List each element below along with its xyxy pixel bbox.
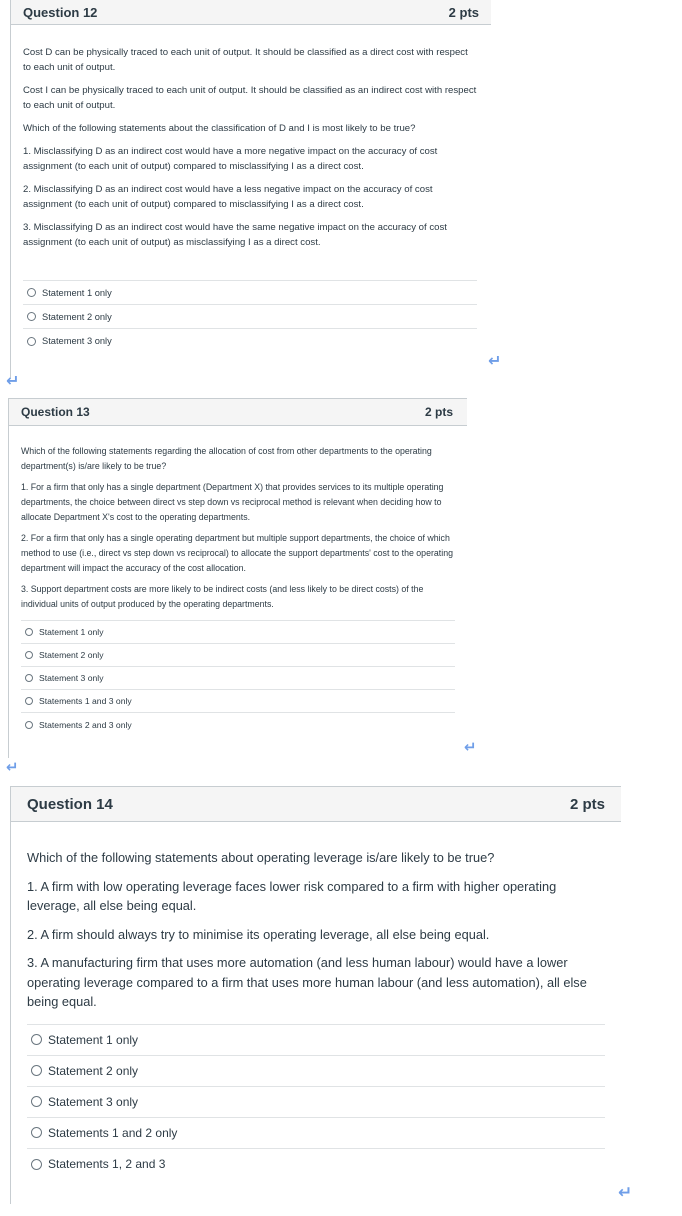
question-text [11,25,491,250]
radio-icon[interactable] [25,628,33,636]
question-points: 2 pts [448,4,479,20]
radio-icon[interactable] [25,697,33,705]
answer-option[interactable] [27,1056,605,1087]
answer-label[interactable]: Statement 1 only [42,287,112,298]
answer-option[interactable] [23,281,477,305]
question-paragraph: 3. Misclassifying D as an indirect cost would have the same negative impact on the accuracy of cost assignment (to each unit of output) as misclassifying I as a direct cost. [23,222,447,248]
question-header [9,398,467,426]
question-paragraph: 3. Support department costs are more likely to be indirect costs (and less likely to be direct costs) of the individual units of output produced by the operating departments. [21,584,424,609]
question-13 [8,398,467,758]
answer-list [21,620,455,736]
radio-icon[interactable] [31,1065,42,1076]
return-arrow-icon: ↵ [618,1183,633,1202]
question-header [11,786,621,822]
answer-option[interactable] [27,1118,605,1149]
answer-option[interactable] [27,1087,605,1118]
question-paragraph: Which of the following statements about the classification of D and I is most likely to be true? [23,123,416,134]
question-title: Question 12 [23,4,98,20]
question-text [11,822,621,1012]
answer-option[interactable] [21,667,455,690]
answer-option[interactable] [23,305,477,329]
return-arrow-icon: ↵ [464,739,477,756]
return-arrow-icon: ↵ [488,353,502,370]
question-title: Question 13 [21,405,90,419]
answer-option[interactable] [23,329,477,353]
radio-icon[interactable] [27,288,36,297]
question-paragraph: Cost D can be physically traced to each unit of output. It should be classified as a direct cost with respect to each unit of output. [23,47,468,73]
question-text [9,426,467,612]
question-14 [10,786,621,1204]
question-paragraph: 1. Misclassifying D as an indirect cost would have a more negative impact on the accuracy of cost assignment (to each unit of output) compared to misclassifying I as a direct cost. [23,146,438,172]
answer-label[interactable]: Statement 1 only [48,1032,139,1047]
question-paragraph: 1. For a firm that only has a single department (Department X) that provides services to its multiple operating departments, the choice between direct vs step down vs reciprocal method is relevant when deciding how to allocate Department X's cost to the operating departments. [21,482,444,522]
answer-label[interactable]: Statements 2 and 3 only [39,719,132,730]
question-paragraph: 3. A manufacturing firm that uses more automation (and less human labour) would have a lower operating leverage compared to a firm that uses more human labour (and less automation), all else being equal. [27,955,587,1009]
question-12 [10,0,491,378]
question-paragraph: 1. A firm with low operating leverage faces lower risk compared to a firm with higher operating leverage, all else being equal. [27,878,557,913]
question-header [11,0,491,25]
answer-option[interactable] [21,713,455,736]
question-paragraph: 2. For a firm that only has a single operating department but multiple support departments, the choice of which method to use (i.e., direct vs step down vs reciprocal) to allocate the support departments' cost to the operating department will impact the accuracy of the cost allocation. [21,533,453,573]
question-paragraph: 2. A firm should always try to minimise its operating leverage, all else being equal. [27,926,490,942]
return-arrow-icon: ↵ [6,373,20,390]
answer-label[interactable]: Statement 3 only [48,1094,139,1109]
question-title: Question 14 [27,795,113,813]
radio-icon[interactable] [31,1034,42,1045]
answer-label[interactable]: Statements 1 and 2 only [48,1125,178,1140]
question-paragraph: Which of the following statements about operating leverage is/are likely to be true? [27,850,495,865]
question-paragraph: Which of the following statements regarding the allocation of cost from other departments to the operating department(s) is/are likely to be true? [21,446,432,471]
question-paragraph: Cost I can be physically traced to each unit of output. It should be classified as an indirect cost with respect to each unit of output. [23,85,477,111]
answer-label[interactable]: Statement 3 only [39,673,104,683]
radio-icon[interactable] [25,721,33,729]
answer-option[interactable] [21,690,455,713]
answer-label[interactable]: Statement 1 only [39,627,104,637]
radio-icon[interactable] [25,674,33,682]
radio-icon[interactable] [27,337,36,346]
return-arrow-icon: ↵ [6,759,19,776]
answer-option[interactable] [27,1025,605,1056]
radio-icon[interactable] [31,1127,42,1138]
answer-option[interactable] [21,621,455,644]
radio-icon[interactable] [25,651,33,659]
answer-list [23,280,477,353]
radio-icon[interactable] [31,1096,42,1107]
answer-label[interactable]: Statement 3 only [42,336,112,346]
question-paragraph: 2. Misclassifying D as an indirect cost would have a less negative impact on the accuracy of cost assignment (to each unit of output) compared to misclassifying I as a direct cost. [23,184,433,210]
answer-option[interactable] [27,1149,605,1180]
answer-label[interactable]: Statement 2 only [48,1063,139,1078]
answer-label[interactable]: Statements 1 and 3 only [39,696,132,706]
question-points: 2 pts [569,795,605,813]
answer-label[interactable]: Statement 2 only [39,650,104,660]
question-points: 2 pts [424,405,453,419]
answer-list [27,1024,605,1180]
answer-label[interactable]: Statement 2 only [42,311,112,322]
radio-icon[interactable] [31,1159,42,1170]
answer-option[interactable] [21,644,455,667]
radio-icon[interactable] [27,312,36,321]
answer-label[interactable]: Statements 1, 2 and 3 [48,1157,166,1171]
